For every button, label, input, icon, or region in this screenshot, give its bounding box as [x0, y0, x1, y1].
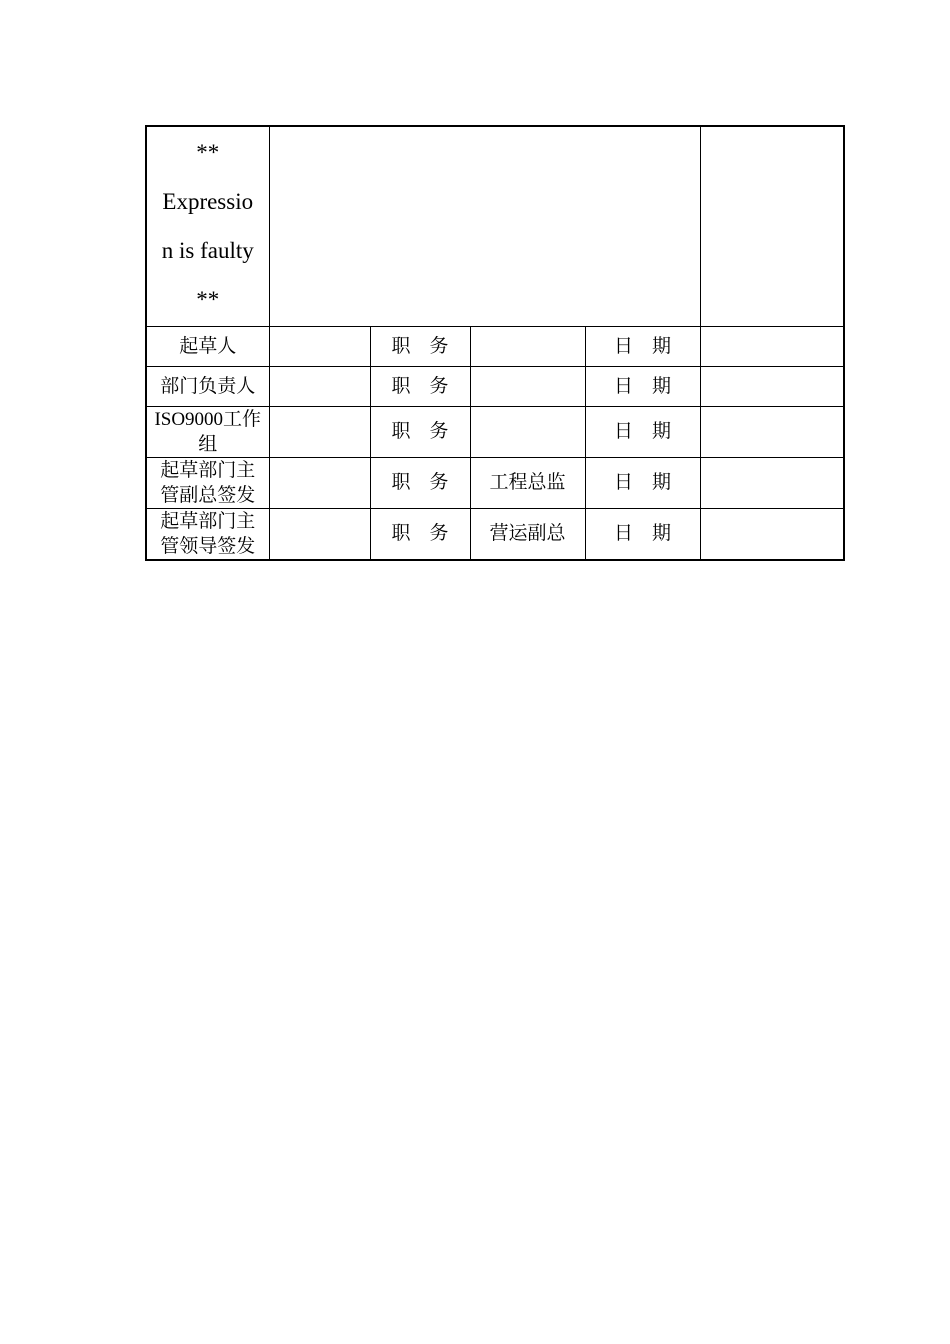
- title-label: 职 务: [370, 457, 470, 508]
- date-label: 日 期: [585, 457, 700, 508]
- date-label: 日 期: [585, 366, 700, 406]
- table-row: [146, 326, 844, 366]
- row-label: 起草部门主管领导签发: [146, 508, 269, 560]
- date-value[interactable]: [700, 457, 844, 508]
- row-label: 起草部门主管副总签发: [146, 457, 269, 508]
- expression-line-1: **: [196, 140, 220, 166]
- title-value[interactable]: 营运副总: [470, 508, 585, 560]
- row-label: 部门负责人: [146, 366, 269, 406]
- approval-form-table: [145, 125, 845, 561]
- date-label: 日 期: [585, 326, 700, 366]
- form-header-row: [146, 126, 844, 326]
- signature-cell[interactable]: [269, 326, 370, 366]
- expression-line-3: n is faulty: [161, 238, 254, 264]
- title-value[interactable]: [470, 366, 585, 406]
- signature-cell[interactable]: [269, 366, 370, 406]
- date-value[interactable]: [700, 508, 844, 560]
- table-row: [146, 366, 844, 406]
- date-value[interactable]: [700, 406, 844, 457]
- expression-error-cell: [146, 126, 269, 326]
- title-label: 职 务: [370, 366, 470, 406]
- content-area-cell[interactable]: [269, 126, 700, 326]
- signature-cell[interactable]: [269, 457, 370, 508]
- expression-line-4: **: [196, 287, 220, 313]
- row-label: 起草人: [146, 326, 269, 366]
- title-value[interactable]: [470, 326, 585, 366]
- right-blank-cell[interactable]: [700, 126, 844, 326]
- signature-cell[interactable]: [269, 406, 370, 457]
- title-label: 职 务: [370, 508, 470, 560]
- date-value[interactable]: [700, 366, 844, 406]
- title-value[interactable]: 工程总监: [470, 457, 585, 508]
- expression-line-2: Expressio: [162, 189, 254, 215]
- signature-cell[interactable]: [269, 508, 370, 560]
- table-row: [146, 457, 844, 508]
- title-value[interactable]: [470, 406, 585, 457]
- table-row: [146, 406, 844, 457]
- title-label: 职 务: [370, 406, 470, 457]
- table-row: [146, 508, 844, 560]
- row-label: ISO9000工作组: [146, 406, 269, 457]
- date-label: 日 期: [585, 406, 700, 457]
- date-label: 日 期: [585, 508, 700, 560]
- date-value[interactable]: [700, 326, 844, 366]
- title-label: 职 务: [370, 326, 470, 366]
